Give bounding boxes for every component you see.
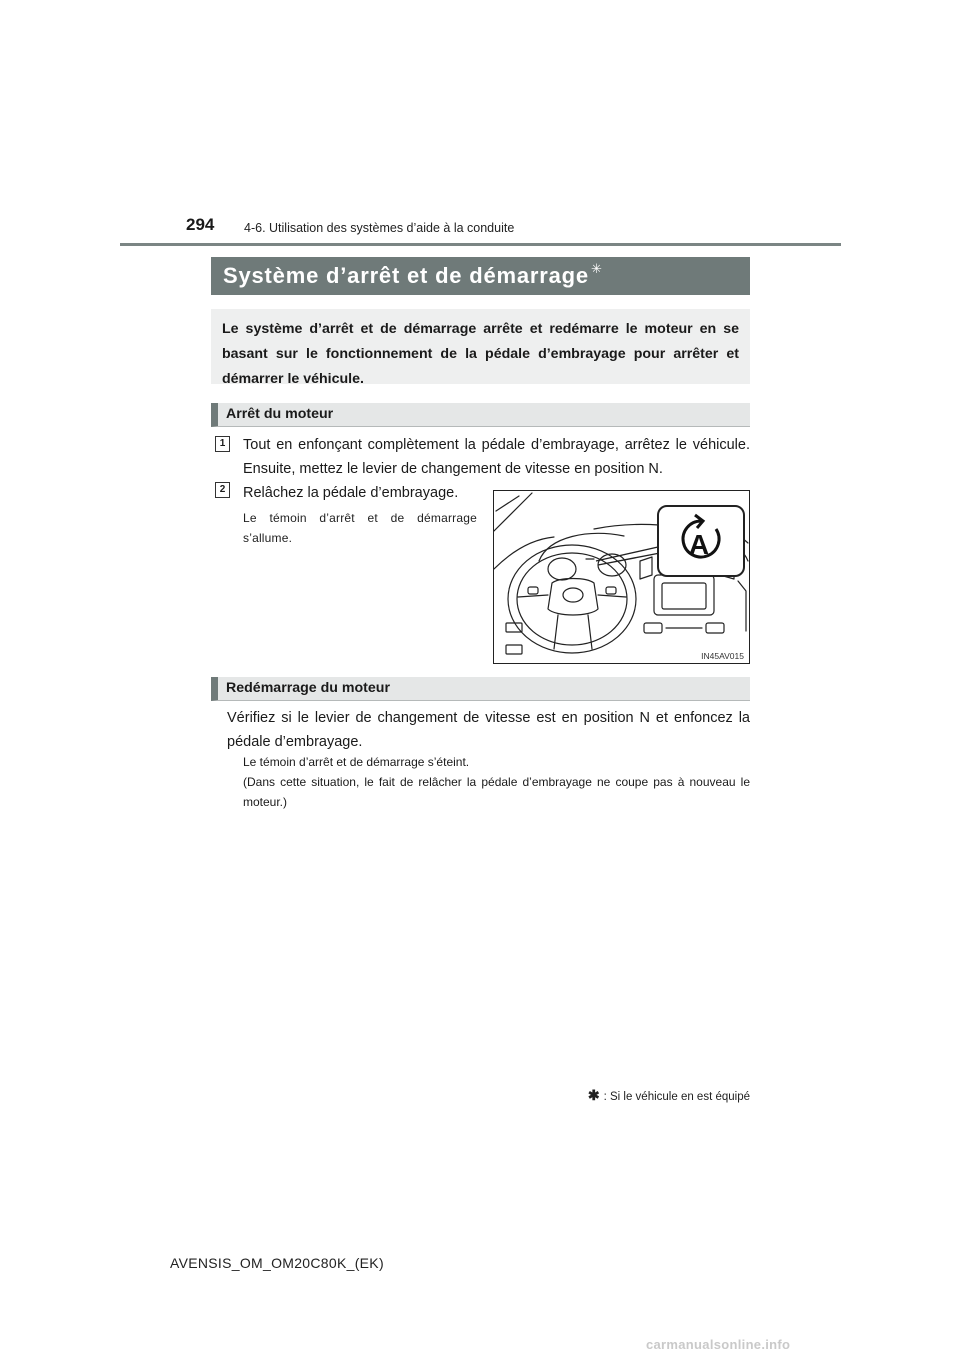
section-heading-engine-restart: Redémarrage du moteur — [211, 677, 750, 701]
intro-box: Le système d’arrêt et de démarrage arrête et redémarre le moteur en se basant sur le fonctionnement de la pédale d’embrayage pour arrêter et démarrer le véhicule. — [211, 309, 750, 384]
restart-text: Vérifiez si le levier de changement de vitesse est en position N et enfoncez la pédale d’embrayage. — [227, 710, 750, 750]
step-badge-2: 2 — [215, 482, 230, 498]
page-number: 294 — [186, 215, 215, 234]
watermark: carmanualsonline.info — [646, 1337, 791, 1352]
step-badge-1: 1 — [215, 436, 230, 452]
page-title: Système d’arrêt et de démarrage — [223, 263, 589, 288]
document-code: AVENSIS_OM_OM20C80K_(EK) — [170, 1255, 384, 1271]
figure-code: IN45AV015 — [701, 651, 744, 661]
dashboard-drawing — [494, 491, 749, 663]
callout-label: A — [688, 529, 710, 560]
restart-note-line-2: (Dans cette situation, le fait de relâcher la pédale d’embrayage ne coupe pas à nouveau le moteur.) — [243, 775, 750, 809]
step-1-text: Tout en enfonçant complètement la pédale d’embrayage, arrêtez le véhicule. Ensuite, mettez le levier de changement de vitesse en position N. — [243, 437, 750, 477]
restart-note — [243, 752, 750, 812]
footnote-asterisk-icon: ✱ — [587, 1087, 600, 1103]
step-2-note: Le témoin d’arrêt et de démarrage s’allume. — [243, 511, 477, 545]
footnote-text: : Si le véhicule en est équipé — [603, 1091, 750, 1103]
section-heading-engine-stop: Arrêt du moteur — [211, 403, 750, 427]
step-2-text: Relâchez la pédale d’embrayage. — [243, 485, 459, 501]
header-rule — [120, 243, 841, 246]
section-path: 4-6. Utilisation des systèmes d’aide à la conduite — [244, 221, 515, 235]
restart-note-line-1: Le témoin d’arrêt et de démarrage s’éteint. — [243, 755, 470, 769]
dashboard-illustration — [493, 490, 750, 664]
page-title-bar — [211, 257, 750, 295]
equipment-asterisk-icon: ✳ — [590, 261, 602, 276]
equipment-footnote — [500, 1087, 750, 1104]
